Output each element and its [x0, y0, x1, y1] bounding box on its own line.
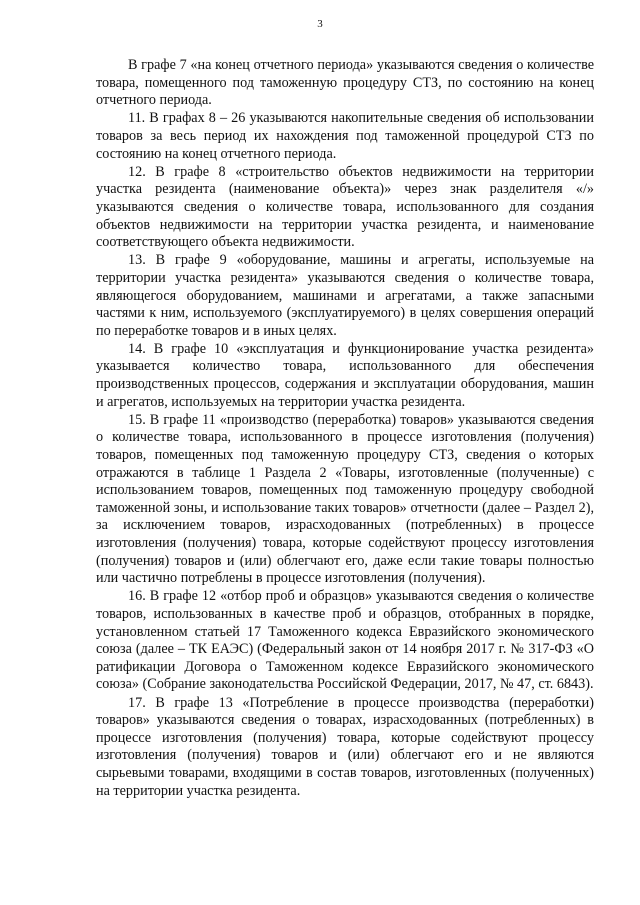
- paragraph-graph-7: В графе 7 «на конец отчетного периода» указываются сведения о количестве товара, помещенного под таможенную процедуру СТЗ, по состоянию на конец отчетного периода.: [96, 57, 594, 109]
- document-body: [96, 57, 594, 800]
- paragraph-15: 15. В графе 11 «производство (переработка) товаров» указываются сведения о количестве товара, использованного в процессе изготовления (получения) товаров, помещенных под таможенную процедуру СТЗ, сведения о которых отражаются в таблице 1 Раздела 2 «Товары, изготовленные (полученные) с использованием товаров, помещенных под таможенную процедуру свободной таможенной зоны, и использование таких товаров» отчетности (далее – Раздел 2), за исключением товаров, израсходованных (потребленных) в процессе изготовления (получения) товара, которые содействуют процессу изготовления (получения) товаров и (или) облегчают его, даже если такие товары полностью или частично потреблены в процессе изготовления (получения).: [96, 411, 594, 587]
- paragraph-11: 11. В графах 8 – 26 указываются накопительные сведения об использовании товаров за весь период их нахождения под таможенной процедурой СТЗ по состоянию на конец отчетного периода.: [96, 110, 594, 162]
- paragraph-17: 17. В графе 13 «Потребление в процессе производства (переработки) товаров» указываются сведения о товарах, израсходованных (потребленных) в процессе изготовления (получения) товара, которые содействуют процессу изготовления (получения) товаров и (или) облегчают его и не являются сырьевыми товарами, входящими в состав товаров, изготовленных (полученных) на территории участка резидента.: [96, 694, 594, 799]
- paragraph-16: 16. В графе 12 «отбор проб и образцов» указываются сведения о количестве товаров, использованных в качестве проб и образцов, отобранных в порядке, установленном статьей 17 Таможенного кодекса Евразийского экономического союза (далее – ТК ЕАЭС) (Федеральный закон от 14 ноября 2017 г. № 317-ФЗ «О ратификации Договора о Таможенном кодексе Евразийского экономического союза» (Собрание законодательства Российской Федерации, 2017, № 47, ст. 6843).: [96, 588, 594, 693]
- paragraph-13: 13. В графе 9 «оборудование, машины и агрегаты, используемые на территории участка резидента» указываются сведения о количестве товара, являющегося оборудованием, машинами и агрегатами, а также запасными частями к ним, используемого (эксплуатируемого) в целях совершения операций по переработке товаров и в иных целях.: [96, 252, 594, 339]
- page-number: 3: [317, 18, 323, 30]
- paragraph-14: 14. В графе 10 «эксплуатация и функционирование участка резидента» указывается количество товара, использованного для обеспечения производственных процессов, содержания и эксплуатации оборудования, машин и агрегатов, используемых на территории участка резидента.: [96, 340, 594, 410]
- paragraph-12: 12. В графе 8 «строительство объектов недвижимости на территории участка резидента (наименование объекта)» через знак разделителя «/» указываются сведения о количестве товара, использованного для создания объектов недвижимости на территории участка резидента, и наименование соответствующего объекта недвижимости.: [96, 163, 594, 251]
